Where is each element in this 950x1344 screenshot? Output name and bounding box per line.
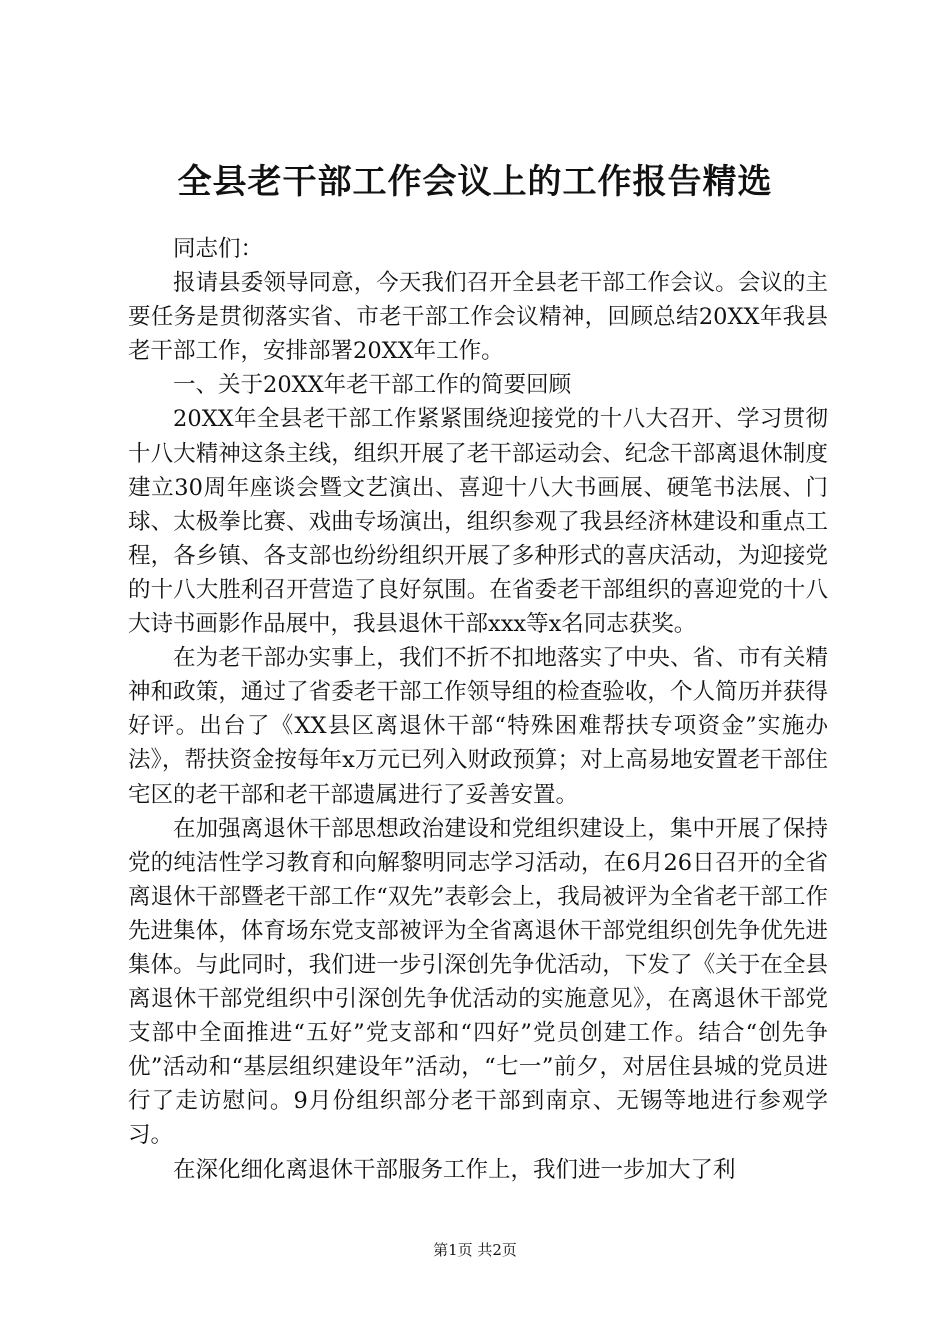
intro-paragraph: 报请县委领导同意，今天我们召开全县老干部工作会议。会议的主要任务是贯彻落实省、市老干部工作会议精神，回顾总结20XX年我县老干部工作，安排部署20XX年工作。 — [128, 270, 828, 365]
document-body — [128, 232, 828, 1187]
practical-matters-paragraph: 在为老干部办实事上，我们不折不扣地落实了中央、省、市有关精神和政策，通过了省委老干部工作领导组的检查验收，个人简历并获得好评。出台了《XX县区离退休干部“特殊困难帮扶专项资金”实施办法》，帮扶资金按每年x万元已列入财政预算；对上高易地安置老干部住宅区的老干部和老干部遗属进行了妥善安置。 — [128, 645, 828, 808]
party-building-paragraph: 在加强离退休干部思想政治建设和党组织建设上，集中开展了保持党的纯洁性学习教育和向解黎明同志学习活动，在6月26日召开的全省离退休干部暨老干部工作“双先”表彰会上，我局被评为全省老干部工作先进集体，体育场东党支部被评为全省离退休干部党组织创先争优先进集体。与此同时，我们进一步引深创先争优活动，下发了《关于在全县离退休干部党组织中引深创先争优活动的实施意见》，在离退休干部党支部中全面推进“五好”党支部和“四好”党员创建工作。结合“创先争优”活动和“基层组织建设年”活动，“七一”前夕，对居住县城的党员进行了走访慰问。9月份组织部分老干部到南京、无锡等地进行参观学习。 — [128, 815, 828, 1149]
document-title: 全县老干部工作会议上的工作报告精选 — [177, 162, 773, 202]
salutation-paragraph: 同志们： — [173, 236, 264, 262]
section-heading: 一、关于20XX年老干部工作的简要回顾 — [173, 372, 572, 399]
review-paragraph: 20XX年全县老干部工作紧紧围绕迎接党的十八大召开、学习贯彻十八大精神这条主线，组织开展了老干部运动会、纪念干部离退休制度建立30周年座谈会暨文艺演出、喜迎十八大书画展、硬笔书法展、门球、太极拳比赛、戏曲专场演出，组织参观了我县经济林建设和重点工程，各乡镇、各支部也纷纷组织开展了多种形式的喜庆活动，为迎接党的十八大胜利召开营造了良好氛围。在省委老干部组织的喜迎党的十八大诗书画影作品展中，我县退休干部xxx等x名同志获奖。 — [128, 406, 828, 638]
page-footer: 第1页 共2页 — [433, 1241, 517, 1259]
service-work-paragraph: 在深化细化离退休干部服务工作上，我们进一步加大了利 — [173, 1156, 736, 1183]
